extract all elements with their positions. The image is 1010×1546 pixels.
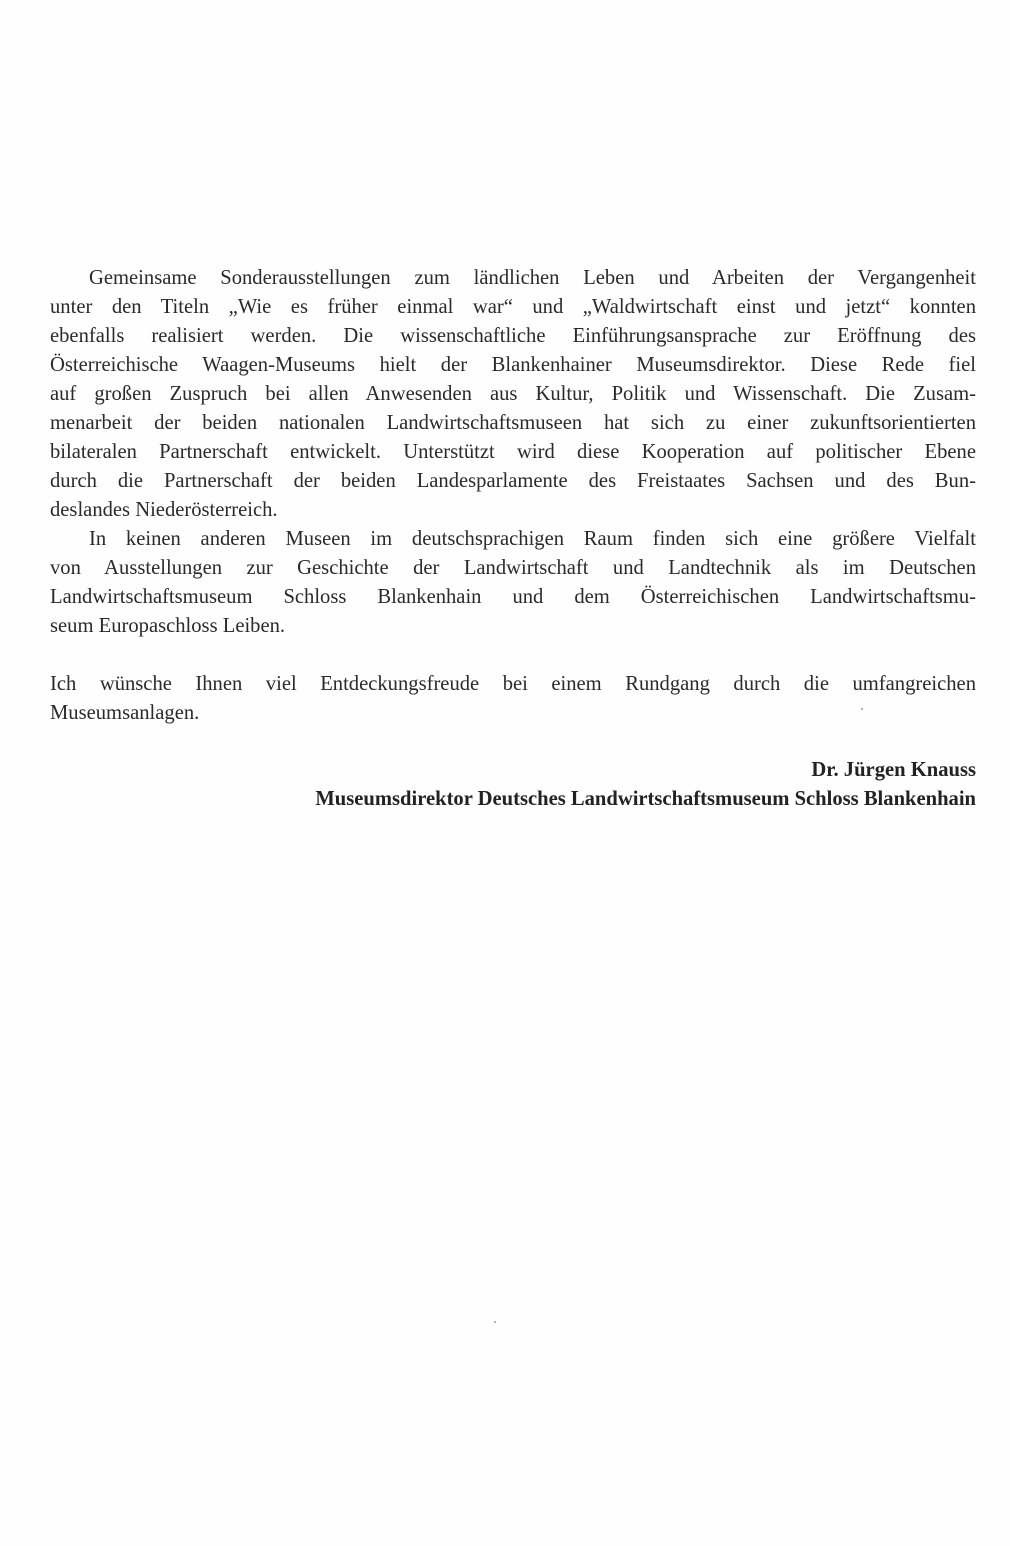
body-text (50, 264, 976, 728)
text-line: Ich wünsche Ihnen viel Entdeckungsfreude bei einem Rundgang durch die umfangreichen (50, 673, 976, 695)
signature-block (315, 756, 976, 814)
text-line: durch die Partnerschaft der beiden Landesparlamente des Freistaates Sachsen und des Bun- (50, 470, 976, 492)
signature-title: Museumsdirektor Deutsches Landwirtschaftsmuseum Schloss Blankenhain (315, 788, 976, 810)
paragraph-gap (50, 641, 976, 670)
signature-name: Dr. Jürgen Knauss (811, 759, 976, 781)
text-line: bilateralen Partnerschaft entwickelt. Unterstützt wird diese Kooperation auf politischer Ebene (50, 441, 976, 463)
text-line: Österreichische Waagen-Museums hielt der Blankenhainer Museumsdirektor. Diese Rede fiel (50, 354, 976, 376)
paragraph-2 (50, 525, 976, 641)
text-line: unter den Titeln „Wie es früher einmal war“ und „Waldwirtschaft einst und jetzt“ konnten (50, 296, 976, 318)
text-line: seum Europaschloss Leiben. (50, 615, 286, 637)
text-line: Gemeinsame Sonderausstellungen zum ländlichen Leben und Arbeiten der Vergangenheit (89, 267, 976, 289)
paragraph-3 (50, 670, 976, 728)
text-line: Landwirtschaftsmuseum Schloss Blankenhain und dem Österreichischen Landwirtschaftsmu- (50, 586, 976, 608)
text-line: auf großen Zuspruch bei allen Anwesenden aus Kultur, Politik und Wissenschaft. Die Zusam- (50, 383, 976, 405)
text-line: deslandes Niederösterreich. (50, 499, 278, 521)
text-line: Museumsanlagen. (50, 702, 200, 724)
paragraph-1 (50, 264, 976, 525)
text-line: ebenfalls realisiert werden. Die wissenschaftliche Einführungsansprache zur Eröffnung des (50, 325, 976, 347)
scan-speck (494, 1321, 496, 1323)
text-line: von Ausstellungen zur Geschichte der Landwirtschaft und Landtechnik als im Deutschen (50, 557, 976, 579)
text-line: menarbeit der beiden nationalen Landwirtschaftsmuseen hat sich zu einer zukunftsorientierten (50, 412, 976, 434)
text-line: In keinen anderen Museen im deutschsprachigen Raum finden sich eine größere Vielfalt (89, 528, 976, 550)
scan-speck (861, 708, 863, 710)
